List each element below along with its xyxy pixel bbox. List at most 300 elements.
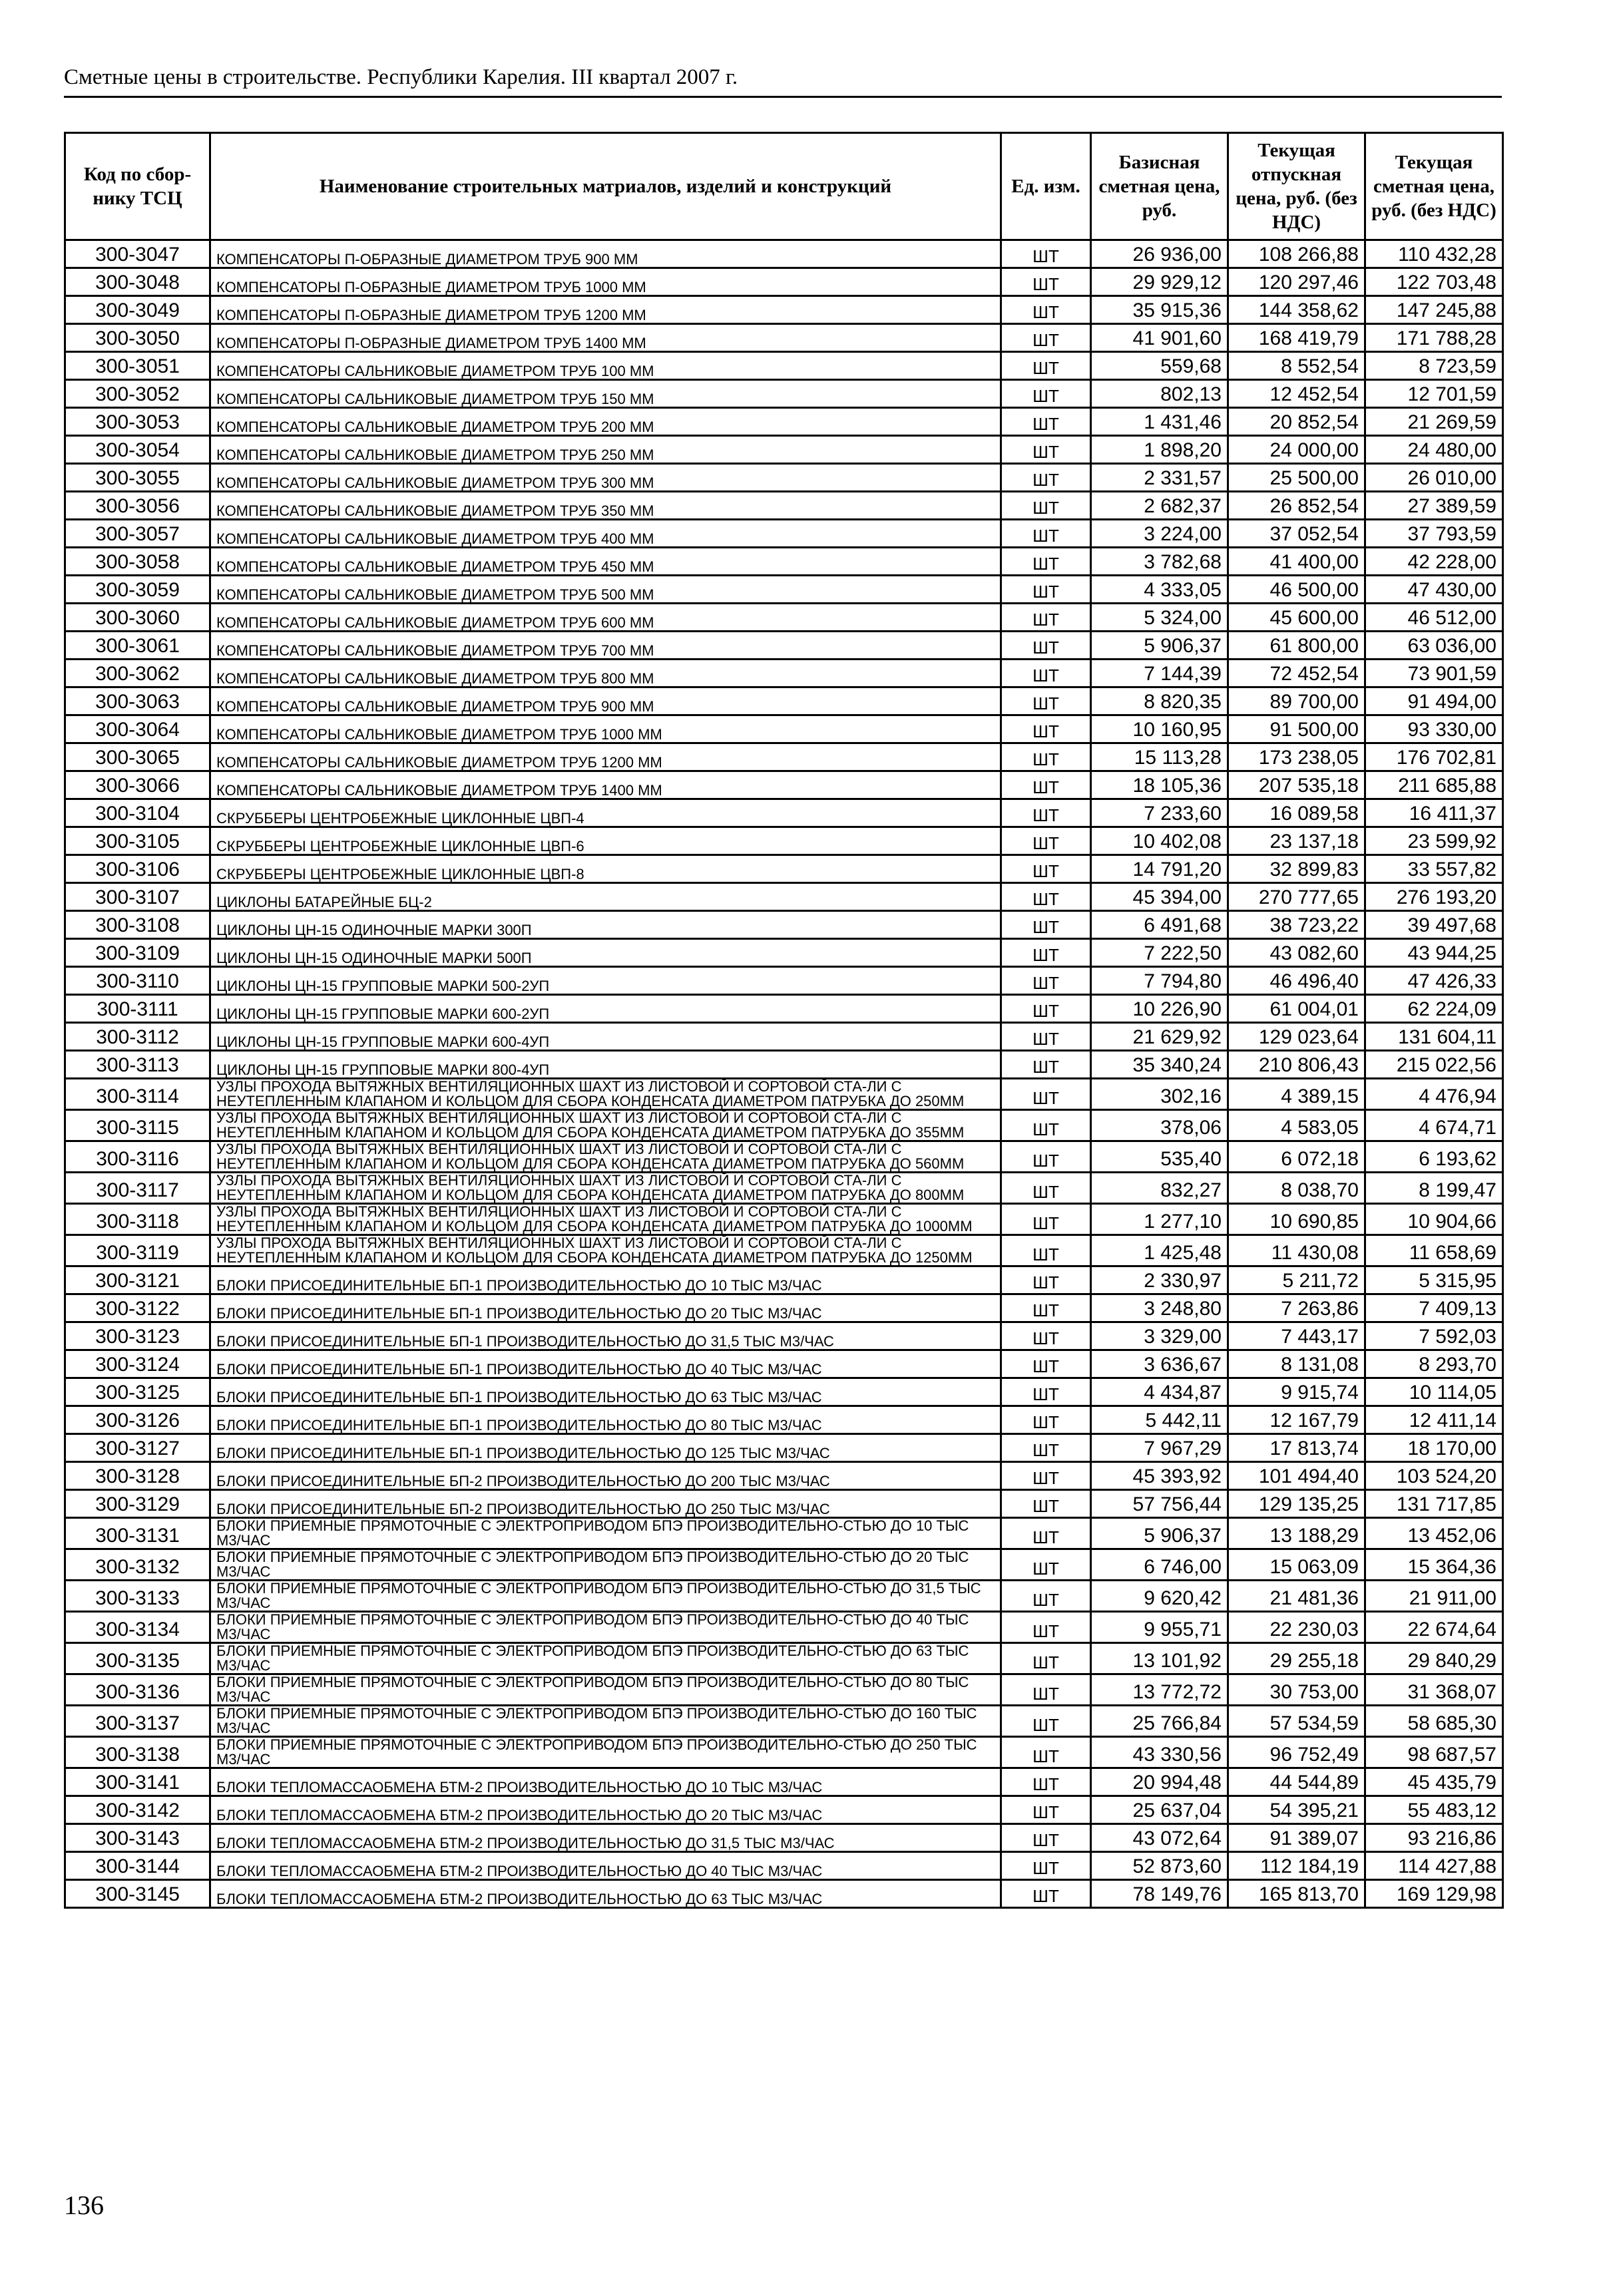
current-estimate-price: 93 216,86: [1365, 1824, 1503, 1852]
table-row: [65, 520, 1503, 548]
base-price: 25 766,84: [1091, 1706, 1228, 1737]
current-estimate-price: 110 432,28: [1365, 240, 1503, 268]
current-release-price: 38 723,22: [1228, 911, 1365, 939]
current-estimate-price: 11 658,69: [1365, 1235, 1503, 1266]
base-price: 45 393,92: [1091, 1462, 1228, 1490]
item-unit: ШТ: [1001, 268, 1091, 296]
item-unit: ШТ: [1001, 1378, 1091, 1406]
item-code: 300-3064: [65, 715, 210, 743]
base-price: 41 901,60: [1091, 324, 1228, 352]
table-row: [65, 576, 1503, 604]
item-name: БЛОКИ ТЕПЛОМАССАОБМЕНА БТМ-2 ПРОИЗВОДИТЕЛЬНОСТЬЮ ДО 63 ТЫС М3/ЧАС: [210, 1880, 1001, 1908]
base-price: 7 794,80: [1091, 967, 1228, 995]
item-name: УЗЛЫ ПРОХОДА ВЫТЯЖНЫХ ВЕНТИЛЯЦИОННЫХ ШАХТ ИЗ ЛИСТОВОЙ И СОРТОВОЙ СТА-ЛИ С НЕУТЕПЛЕННЫМ КЛАПАНОМ И КОЛЬЦОМ ДЛЯ СБОРА КОНДЕНСАТА ДИАМЕТРОМ ПАТРУБКА ДО 1000ММ: [210, 1204, 1001, 1235]
table-row: [65, 324, 1503, 352]
item-name: БЛОКИ ТЕПЛОМАССАОБМЕНА БТМ-2 ПРОИЗВОДИТЕЛЬНОСТЬЮ ДО 40 ТЫС М3/ЧАС: [210, 1852, 1001, 1880]
item-unit: ШТ: [1001, 1110, 1091, 1141]
current-release-price: 89 700,00: [1228, 687, 1365, 715]
item-code: 300-3062: [65, 660, 210, 687]
base-price: 2 682,37: [1091, 492, 1228, 520]
item-unit: ШТ: [1001, 296, 1091, 324]
table-row: [65, 1706, 1503, 1737]
item-unit: ШТ: [1001, 1141, 1091, 1173]
item-code: 300-3138: [65, 1737, 210, 1768]
item-name: БЛОКИ ПРИЕМНЫЕ ПРЯМОТОЧНЫЕ С ЭЛЕКТРОПРИВОДОМ БПЭ ПРОИЗВОДИТЕЛЬНО-СТЬЮ ДО 20 ТЫС М3/ЧАС: [210, 1549, 1001, 1581]
current-estimate-price: 23 599,92: [1365, 827, 1503, 855]
item-code: 300-3061: [65, 632, 210, 660]
item-name: КОМПЕНСАТОРЫ П-ОБРАЗНЫЕ ДИАМЕТРОМ ТРУБ 1000 ММ: [210, 268, 1001, 296]
item-code: 300-3132: [65, 1549, 210, 1581]
current-release-price: 7 443,17: [1228, 1322, 1365, 1350]
base-price: 26 936,00: [1091, 240, 1228, 268]
base-price: 7 144,39: [1091, 660, 1228, 687]
item-unit: ШТ: [1001, 1434, 1091, 1462]
base-price: 7 233,60: [1091, 799, 1228, 827]
item-name: БЛОКИ ПРИЕМНЫЕ ПРЯМОТОЧНЫЕ С ЭЛЕКТРОПРИВОДОМ БПЭ ПРОИЗВОДИТЕЛЬНО-СТЬЮ ДО 160 ТЫС М3/ЧАС: [210, 1706, 1001, 1737]
table-row: [65, 1824, 1503, 1852]
current-release-price: 43 082,60: [1228, 939, 1365, 967]
current-estimate-price: 8 199,47: [1365, 1173, 1503, 1204]
current-estimate-price: 93 330,00: [1365, 715, 1503, 743]
item-code: 300-3145: [65, 1880, 210, 1908]
current-release-price: 91 500,00: [1228, 715, 1365, 743]
current-estimate-price: 131 604,11: [1365, 1023, 1503, 1051]
table-row: [65, 827, 1503, 855]
item-name: КОМПЕНСАТОРЫ САЛЬНИКОВЫЕ ДИАМЕТРОМ ТРУБ 1200 ММ: [210, 743, 1001, 771]
item-name: БЛОКИ ПРИСОЕДИНИТЕЛЬНЫЕ БП-2 ПРОИЗВОДИТЕЛЬНОСТЬЮ ДО 200 ТЫС М3/ЧАС: [210, 1462, 1001, 1490]
base-price: 302,16: [1091, 1079, 1228, 1110]
item-name: КОМПЕНСАТОРЫ САЛЬНИКОВЫЕ ДИАМЕТРОМ ТРУБ 200 ММ: [210, 408, 1001, 436]
current-release-price: 16 089,58: [1228, 799, 1365, 827]
base-price: 43 072,64: [1091, 1824, 1228, 1852]
item-unit: ШТ: [1001, 1173, 1091, 1204]
current-release-price: 8 552,54: [1228, 352, 1365, 380]
table-row: [65, 1406, 1503, 1434]
current-release-price: 5 211,72: [1228, 1266, 1365, 1294]
table-row: [65, 296, 1503, 324]
table-row: [65, 967, 1503, 995]
current-estimate-price: 21 269,59: [1365, 408, 1503, 436]
base-price: 43 330,56: [1091, 1737, 1228, 1768]
current-estimate-price: 43 944,25: [1365, 939, 1503, 967]
item-unit: ШТ: [1001, 1581, 1091, 1612]
item-unit: ШТ: [1001, 1643, 1091, 1674]
item-unit: ШТ: [1001, 408, 1091, 436]
item-unit: ШТ: [1001, 1406, 1091, 1434]
base-price: 4 434,87: [1091, 1378, 1228, 1406]
current-estimate-price: 29 840,29: [1365, 1643, 1503, 1674]
item-name: КОМПЕНСАТОРЫ САЛЬНИКОВЫЕ ДИАМЕТРОМ ТРУБ 300 ММ: [210, 464, 1001, 492]
current-release-price: 26 852,54: [1228, 492, 1365, 520]
item-code: 300-3110: [65, 967, 210, 995]
item-unit: ШТ: [1001, 1880, 1091, 1908]
table-row: [65, 799, 1503, 827]
current-release-price: 57 534,59: [1228, 1706, 1365, 1737]
table-row: [65, 268, 1503, 296]
item-code: 300-3126: [65, 1406, 210, 1434]
item-code: 300-3063: [65, 687, 210, 715]
base-price: 9 620,42: [1091, 1581, 1228, 1612]
item-name: БЛОКИ ПРИЕМНЫЕ ПРЯМОТОЧНЫЕ С ЭЛЕКТРОПРИВОДОМ БПЭ ПРОИЗВОДИТЕЛЬНО-СТЬЮ ДО 250 ТЫС М3/ЧАС: [210, 1737, 1001, 1768]
base-price: 5 906,37: [1091, 632, 1228, 660]
current-estimate-price: 26 010,00: [1365, 464, 1503, 492]
current-release-price: 129 135,25: [1228, 1490, 1365, 1518]
base-price: 52 873,60: [1091, 1852, 1228, 1880]
item-name: БЛОКИ ПРИСОЕДИНИТЕЛЬНЫЕ БП-1 ПРОИЗВОДИТЕЛЬНОСТЬЮ ДО 63 ТЫС М3/ЧАС: [210, 1378, 1001, 1406]
item-name: ЦИКЛОНЫ ЦН-15 ОДИНОЧНЫЕ МАРКИ 300П: [210, 911, 1001, 939]
table-row: [65, 855, 1503, 883]
item-code: 300-3123: [65, 1322, 210, 1350]
item-name: КОМПЕНСАТОРЫ П-ОБРАЗНЫЕ ДИАМЕТРОМ ТРУБ 900 ММ: [210, 240, 1001, 268]
item-unit: ШТ: [1001, 576, 1091, 604]
item-code: 300-3051: [65, 352, 210, 380]
current-release-price: 25 500,00: [1228, 464, 1365, 492]
current-estimate-price: 12 411,14: [1365, 1406, 1503, 1434]
item-unit: ШТ: [1001, 1706, 1091, 1737]
current-estimate-price: 215 022,56: [1365, 1051, 1503, 1079]
item-code: 300-3131: [65, 1518, 210, 1549]
table-row: [65, 1173, 1503, 1204]
item-unit: ШТ: [1001, 799, 1091, 827]
table-row: [65, 1581, 1503, 1612]
item-unit: ШТ: [1001, 1518, 1091, 1549]
base-price: 1 431,46: [1091, 408, 1228, 436]
item-code: 300-3055: [65, 464, 210, 492]
item-unit: ШТ: [1001, 1322, 1091, 1350]
base-price: 3 782,68: [1091, 548, 1228, 576]
base-price: 21 629,92: [1091, 1023, 1228, 1051]
current-estimate-price: 12 701,59: [1365, 380, 1503, 408]
item-code: 300-3129: [65, 1490, 210, 1518]
page-number: 136: [64, 2190, 104, 2220]
item-name: ЦИКЛОНЫ ЦН-15 ГРУППОВЫЕ МАРКИ 600-2УП: [210, 995, 1001, 1023]
item-unit: ШТ: [1001, 1350, 1091, 1378]
item-code: 300-3141: [65, 1768, 210, 1796]
current-release-price: 6 072,18: [1228, 1141, 1365, 1173]
current-estimate-price: 10 904,66: [1365, 1204, 1503, 1235]
item-unit: ШТ: [1001, 548, 1091, 576]
table-row: [65, 352, 1503, 380]
table-row: [65, 1350, 1503, 1378]
item-name: БЛОКИ ПРИЕМНЫЕ ПРЯМОТОЧНЫЕ С ЭЛЕКТРОПРИВОДОМ БПЭ ПРОИЗВОДИТЕЛЬНО-СТЬЮ ДО 80 ТЫС М3/ЧАС: [210, 1674, 1001, 1706]
item-unit: ШТ: [1001, 1549, 1091, 1581]
item-name: БЛОКИ ПРИЕМНЫЕ ПРЯМОТОЧНЫЕ С ЭЛЕКТРОПРИВОДОМ БПЭ ПРОИЗВОДИТЕЛЬНО-СТЬЮ ДО 63 ТЫС М3/ЧАС: [210, 1643, 1001, 1674]
current-release-price: 30 753,00: [1228, 1674, 1365, 1706]
table-row: [65, 548, 1503, 576]
item-unit: ШТ: [1001, 1674, 1091, 1706]
current-estimate-price: 62 224,09: [1365, 995, 1503, 1023]
base-price: 3 224,00: [1091, 520, 1228, 548]
item-name: КОМПЕНСАТОРЫ САЛЬНИКОВЫЕ ДИАМЕТРОМ ТРУБ 700 ММ: [210, 632, 1001, 660]
item-unit: ШТ: [1001, 1824, 1091, 1852]
base-price: 2 331,57: [1091, 464, 1228, 492]
item-code: 300-3111: [65, 995, 210, 1023]
item-name: УЗЛЫ ПРОХОДА ВЫТЯЖНЫХ ВЕНТИЛЯЦИОННЫХ ШАХТ ИЗ ЛИСТОВОЙ И СОРТОВОЙ СТА-ЛИ С НЕУТЕПЛЕННЫМ КЛАПАНОМ И КОЛЬЦОМ ДЛЯ СБОРА КОНДЕНСАТА ДИАМЕТРОМ ПАТРУБКА ДО 250ММ: [210, 1079, 1001, 1110]
item-name: КОМПЕНСАТОРЫ САЛЬНИКОВЫЕ ДИАМЕТРОМ ТРУБ 1400 ММ: [210, 771, 1001, 799]
table-row: [65, 1434, 1503, 1462]
current-estimate-price: 8 293,70: [1365, 1350, 1503, 1378]
current-release-price: 4 583,05: [1228, 1110, 1365, 1141]
item-name: БЛОКИ ПРИЕМНЫЕ ПРЯМОТОЧНЫЕ С ЭЛЕКТРОПРИВОДОМ БПЭ ПРОИЗВОДИТЕЛЬНО-СТЬЮ ДО 40 ТЫС М3/ЧАС: [210, 1612, 1001, 1643]
item-unit: ШТ: [1001, 855, 1091, 883]
item-code: 300-3065: [65, 743, 210, 771]
base-price: 3 248,80: [1091, 1294, 1228, 1322]
current-estimate-price: 46 512,00: [1365, 604, 1503, 632]
item-name: БЛОКИ ПРИСОЕДИНИТЕЛЬНЫЕ БП-1 ПРОИЗВОДИТЕЛЬНОСТЬЮ ДО 10 ТЫС М3/ЧАС: [210, 1266, 1001, 1294]
item-name: ЦИКЛОНЫ БАТАРЕЙНЫЕ БЦ-2: [210, 883, 1001, 911]
table-row: [65, 492, 1503, 520]
base-price: 29 929,12: [1091, 268, 1228, 296]
base-price: 5 906,37: [1091, 1518, 1228, 1549]
item-unit: ШТ: [1001, 520, 1091, 548]
current-release-price: 61 004,01: [1228, 995, 1365, 1023]
current-estimate-price: 45 435,79: [1365, 1768, 1503, 1796]
item-unit: ШТ: [1001, 352, 1091, 380]
table-row: [65, 1643, 1503, 1674]
item-unit: ШТ: [1001, 1462, 1091, 1490]
current-estimate-price: 211 685,88: [1365, 771, 1503, 799]
item-name: КОМПЕНСАТОРЫ САЛЬНИКОВЫЕ ДИАМЕТРОМ ТРУБ 100 ММ: [210, 352, 1001, 380]
current-estimate-price: 55 483,12: [1365, 1796, 1503, 1824]
current-release-price: 61 800,00: [1228, 632, 1365, 660]
item-unit: ШТ: [1001, 771, 1091, 799]
item-code: 300-3049: [65, 296, 210, 324]
item-name: КОМПЕНСАТОРЫ САЛЬНИКОВЫЕ ДИАМЕТРОМ ТРУБ 800 ММ: [210, 660, 1001, 687]
current-release-price: 210 806,43: [1228, 1051, 1365, 1079]
current-estimate-price: 114 427,88: [1365, 1852, 1503, 1880]
item-name: УЗЛЫ ПРОХОДА ВЫТЯЖНЫХ ВЕНТИЛЯЦИОННЫХ ШАХТ ИЗ ЛИСТОВОЙ И СОРТОВОЙ СТА-ЛИ С НЕУТЕПЛЕННЫМ КЛАПАНОМ И КОЛЬЦОМ ДЛЯ СБОРА КОНДЕНСАТА ДИАМЕТРОМ ПАТРУБКА ДО 1250ММ: [210, 1235, 1001, 1266]
item-code: 300-3066: [65, 771, 210, 799]
base-price: 45 394,00: [1091, 883, 1228, 911]
current-release-price: 10 690,85: [1228, 1204, 1365, 1235]
item-name: КОМПЕНСАТОРЫ П-ОБРАЗНЫЕ ДИАМЕТРОМ ТРУБ 1400 ММ: [210, 324, 1001, 352]
item-name: СКРУББЕРЫ ЦЕНТРОБЕЖНЫЕ ЦИКЛОННЫЕ ЦВП-8: [210, 855, 1001, 883]
item-code: 300-3144: [65, 1852, 210, 1880]
item-code: 300-3128: [65, 1462, 210, 1490]
current-release-price: 108 266,88: [1228, 240, 1365, 268]
base-price: 9 955,71: [1091, 1612, 1228, 1643]
table-row: [65, 1378, 1503, 1406]
current-estimate-price: 131 717,85: [1365, 1490, 1503, 1518]
table-row: [65, 1204, 1503, 1235]
item-unit: ШТ: [1001, 1051, 1091, 1079]
item-unit: ШТ: [1001, 1768, 1091, 1796]
item-unit: ШТ: [1001, 967, 1091, 995]
current-estimate-price: 24 480,00: [1365, 436, 1503, 464]
base-price: 1 898,20: [1091, 436, 1228, 464]
current-release-price: 270 777,65: [1228, 883, 1365, 911]
current-release-price: 168 419,79: [1228, 324, 1365, 352]
item-unit: ШТ: [1001, 240, 1091, 268]
item-name: УЗЛЫ ПРОХОДА ВЫТЯЖНЫХ ВЕНТИЛЯЦИОННЫХ ШАХТ ИЗ ЛИСТОВОЙ И СОРТОВОЙ СТА-ЛИ С НЕУТЕПЛЕННЫМ КЛАПАНОМ И КОЛЬЦОМ ДЛЯ СБОРА КОНДЕНСАТА ДИАМЕТРОМ ПАТРУБКА ДО 355ММ: [210, 1110, 1001, 1141]
item-name: БЛОКИ ПРИСОЕДИНИТЕЛЬНЫЕ БП-2 ПРОИЗВОДИТЕЛЬНОСТЬЮ ДО 250 ТЫС М3/ЧАС: [210, 1490, 1001, 1518]
item-unit: ШТ: [1001, 743, 1091, 771]
base-price: 35 340,24: [1091, 1051, 1228, 1079]
base-price: 5 442,11: [1091, 1406, 1228, 1434]
item-code: 300-3050: [65, 324, 210, 352]
table-row: [65, 939, 1503, 967]
current-release-price: 72 452,54: [1228, 660, 1365, 687]
table-row: [65, 1110, 1503, 1141]
item-code: 300-3115: [65, 1110, 210, 1141]
column-header-base-price: Базисная сметная цена, руб.: [1091, 133, 1228, 240]
item-code: 300-3060: [65, 604, 210, 632]
table-row: [65, 771, 1503, 799]
item-unit: ШТ: [1001, 1023, 1091, 1051]
item-name: БЛОКИ ПРИСОЕДИНИТЕЛЬНЫЕ БП-1 ПРОИЗВОДИТЕЛЬНОСТЬЮ ДО 125 ТЫС М3/ЧАС: [210, 1434, 1001, 1462]
current-release-price: 54 395,21: [1228, 1796, 1365, 1824]
item-name: КОМПЕНСАТОРЫ САЛЬНИКОВЫЕ ДИАМЕТРОМ ТРУБ 500 ММ: [210, 576, 1001, 604]
current-estimate-price: 47 426,33: [1365, 967, 1503, 995]
table-header-row: [65, 133, 1503, 240]
table-row: [65, 1674, 1503, 1706]
item-code: 300-3133: [65, 1581, 210, 1612]
current-release-price: 4 389,15: [1228, 1079, 1365, 1110]
current-release-price: 120 297,46: [1228, 268, 1365, 296]
current-estimate-price: 8 723,59: [1365, 352, 1503, 380]
item-unit: ШТ: [1001, 1852, 1091, 1880]
item-unit: ШТ: [1001, 827, 1091, 855]
base-price: 57 756,44: [1091, 1490, 1228, 1518]
current-release-price: 8 038,70: [1228, 1173, 1365, 1204]
current-release-price: 46 496,40: [1228, 967, 1365, 995]
table-row: [65, 380, 1503, 408]
current-estimate-price: 39 497,68: [1365, 911, 1503, 939]
item-name: СКРУББЕРЫ ЦЕНТРОБЕЖНЫЕ ЦИКЛОННЫЕ ЦВП-6: [210, 827, 1001, 855]
item-code: 300-3135: [65, 1643, 210, 1674]
item-code: 300-3127: [65, 1434, 210, 1462]
base-price: 802,13: [1091, 380, 1228, 408]
item-name: БЛОКИ ПРИЕМНЫЕ ПРЯМОТОЧНЫЕ С ЭЛЕКТРОПРИВОДОМ БПЭ ПРОИЗВОДИТЕЛЬНО-СТЬЮ ДО 31,5 ТЫС М3/ЧАС: [210, 1581, 1001, 1612]
table-row: [65, 632, 1503, 660]
item-code: 300-3134: [65, 1612, 210, 1643]
item-code: 300-3136: [65, 1674, 210, 1706]
column-header-name: Наименование строительных матриалов, изделий и конструкций: [210, 133, 1001, 240]
table-row: [65, 604, 1503, 632]
current-estimate-price: 73 901,59: [1365, 660, 1503, 687]
item-code: 300-3143: [65, 1824, 210, 1852]
current-estimate-price: 16 411,37: [1365, 799, 1503, 827]
base-price: 20 994,48: [1091, 1768, 1228, 1796]
table-row: [65, 883, 1503, 911]
current-release-price: 22 230,03: [1228, 1612, 1365, 1643]
base-price: 7 967,29: [1091, 1434, 1228, 1462]
table-row: [65, 1051, 1503, 1079]
item-unit: ШТ: [1001, 604, 1091, 632]
item-name: УЗЛЫ ПРОХОДА ВЫТЯЖНЫХ ВЕНТИЛЯЦИОННЫХ ШАХТ ИЗ ЛИСТОВОЙ И СОРТОВОЙ СТА-ЛИ С НЕУТЕПЛЕННЫМ КЛАПАНОМ И КОЛЬЦОМ ДЛЯ СБОРА КОНДЕНСАТА ДИАМЕТРОМ ПАТРУБКА ДО 560ММ: [210, 1141, 1001, 1173]
item-code: 300-3052: [65, 380, 210, 408]
item-unit: ШТ: [1001, 687, 1091, 715]
table-row: [65, 660, 1503, 687]
base-price: 3 329,00: [1091, 1322, 1228, 1350]
current-estimate-price: 37 793,59: [1365, 520, 1503, 548]
current-release-price: 29 255,18: [1228, 1643, 1365, 1674]
current-estimate-price: 103 524,20: [1365, 1462, 1503, 1490]
item-unit: ШТ: [1001, 1737, 1091, 1768]
item-code: 300-3124: [65, 1350, 210, 1378]
current-estimate-price: 4 674,71: [1365, 1110, 1503, 1141]
current-estimate-price: 63 036,00: [1365, 632, 1503, 660]
current-estimate-price: 6 193,62: [1365, 1141, 1503, 1173]
item-name: КОМПЕНСАТОРЫ САЛЬНИКОВЫЕ ДИАМЕТРОМ ТРУБ 450 ММ: [210, 548, 1001, 576]
current-release-price: 207 535,18: [1228, 771, 1365, 799]
current-release-price: 32 899,83: [1228, 855, 1365, 883]
item-name: КОМПЕНСАТОРЫ САЛЬНИКОВЫЕ ДИАМЕТРОМ ТРУБ 400 ММ: [210, 520, 1001, 548]
item-name: УЗЛЫ ПРОХОДА ВЫТЯЖНЫХ ВЕНТИЛЯЦИОННЫХ ШАХТ ИЗ ЛИСТОВОЙ И СОРТОВОЙ СТА-ЛИ С НЕУТЕПЛЕННЫМ КЛАПАНОМ И КОЛЬЦОМ ДЛЯ СБОРА КОНДЕНСАТА ДИАМЕТРОМ ПАТРУБКА ДО 800ММ: [210, 1173, 1001, 1204]
item-unit: ШТ: [1001, 1294, 1091, 1322]
base-price: 6 491,68: [1091, 911, 1228, 939]
current-estimate-price: 47 430,00: [1365, 576, 1503, 604]
current-release-price: 17 813,74: [1228, 1434, 1365, 1462]
current-estimate-price: 13 452,06: [1365, 1518, 1503, 1549]
item-name: БЛОКИ ТЕПЛОМАССАОБМЕНА БТМ-2 ПРОИЗВОДИТЕЛЬНОСТЬЮ ДО 20 ТЫС М3/ЧАС: [210, 1796, 1001, 1824]
current-estimate-price: 171 788,28: [1365, 324, 1503, 352]
base-price: 13 101,92: [1091, 1643, 1228, 1674]
table-row: [65, 1023, 1503, 1051]
current-release-price: 7 263,86: [1228, 1294, 1365, 1322]
item-code: 300-3106: [65, 855, 210, 883]
base-price: 78 149,76: [1091, 1880, 1228, 1908]
current-estimate-price: 58 685,30: [1365, 1706, 1503, 1737]
current-estimate-price: 18 170,00: [1365, 1434, 1503, 1462]
current-release-price: 165 813,70: [1228, 1880, 1365, 1908]
item-code: 300-3118: [65, 1204, 210, 1235]
current-estimate-price: 15 364,36: [1365, 1549, 1503, 1581]
current-release-price: 21 481,36: [1228, 1581, 1365, 1612]
base-price: 14 791,20: [1091, 855, 1228, 883]
base-price: 35 915,36: [1091, 296, 1228, 324]
current-release-price: 41 400,00: [1228, 548, 1365, 576]
item-name: КОМПЕНСАТОРЫ САЛЬНИКОВЫЕ ДИАМЕТРОМ ТРУБ 150 ММ: [210, 380, 1001, 408]
current-release-price: 9 915,74: [1228, 1378, 1365, 1406]
item-unit: ШТ: [1001, 883, 1091, 911]
current-estimate-price: 98 687,57: [1365, 1737, 1503, 1768]
table-row: [65, 1079, 1503, 1110]
base-price: 6 746,00: [1091, 1549, 1228, 1581]
item-code: 300-3142: [65, 1796, 210, 1824]
current-estimate-price: 7 592,03: [1365, 1322, 1503, 1350]
table-row: [65, 1322, 1503, 1350]
table-row: [65, 1462, 1503, 1490]
item-unit: ШТ: [1001, 324, 1091, 352]
table-row: [65, 743, 1503, 771]
item-name: ЦИКЛОНЫ ЦН-15 ГРУППОВЫЕ МАРКИ 500-2УП: [210, 967, 1001, 995]
item-code: 300-3107: [65, 883, 210, 911]
base-price: 25 637,04: [1091, 1796, 1228, 1824]
base-price: 13 772,72: [1091, 1674, 1228, 1706]
item-code: 300-3059: [65, 576, 210, 604]
current-estimate-price: 31 368,07: [1365, 1674, 1503, 1706]
current-estimate-price: 147 245,88: [1365, 296, 1503, 324]
item-code: 300-3053: [65, 408, 210, 436]
current-estimate-price: 7 409,13: [1365, 1294, 1503, 1322]
column-header-code: Код по сбор-нику ТСЦ: [65, 133, 210, 240]
current-release-price: 11 430,08: [1228, 1235, 1365, 1266]
item-code: 300-3113: [65, 1051, 210, 1079]
table-row: [65, 1518, 1503, 1549]
item-code: 300-3109: [65, 939, 210, 967]
item-unit: ШТ: [1001, 1079, 1091, 1110]
base-price: 5 324,00: [1091, 604, 1228, 632]
current-release-price: 144 358,62: [1228, 296, 1365, 324]
current-estimate-price: 4 476,94: [1365, 1079, 1503, 1110]
item-unit: ШТ: [1001, 715, 1091, 743]
current-release-price: 44 544,89: [1228, 1768, 1365, 1796]
item-name: БЛОКИ ПРИСОЕДИНИТЕЛЬНЫЕ БП-1 ПРОИЗВОДИТЕЛЬНОСТЬЮ ДО 80 ТЫС М3/ЧАС: [210, 1406, 1001, 1434]
item-name: ЦИКЛОНЫ ЦН-15 ГРУППОВЫЕ МАРКИ 800-4УП: [210, 1051, 1001, 1079]
base-price: 378,06: [1091, 1110, 1228, 1141]
item-code: 300-3117: [65, 1173, 210, 1204]
